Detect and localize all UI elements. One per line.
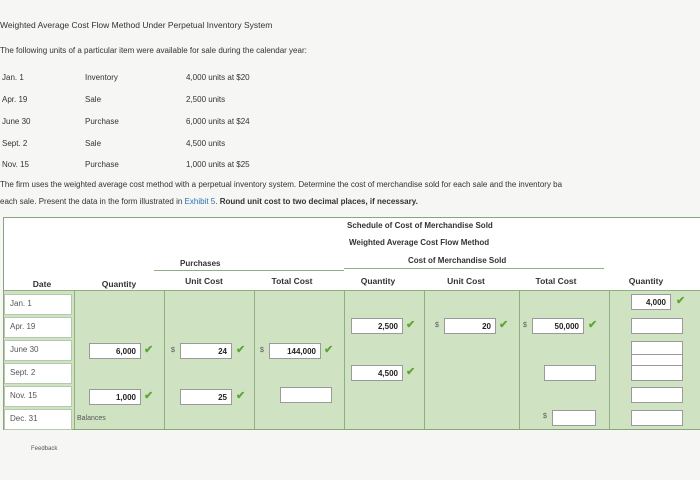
row-date-cell: Dec. 31 — [4, 409, 72, 430]
txn-desc: 1,000 units at $25 — [186, 160, 250, 169]
txn-desc: 4,500 units — [186, 139, 226, 148]
col-quantity: Quantity — [101, 279, 137, 289]
col-inv-quantity: Quantity — [628, 276, 664, 286]
intro-text: The following units of a particular item were available for sale during the calendar year: — [0, 46, 307, 55]
check-icon: ✔ — [406, 366, 416, 378]
txn-date: Sept. 2 — [2, 139, 28, 148]
purchase-unit-cost-input[interactable]: 24 — [180, 343, 232, 359]
purchase-total-cost-input[interactable] — [280, 387, 332, 403]
txn-type: Sale — [85, 139, 102, 148]
purchase-quantity-input[interactable]: 6,000 — [89, 343, 141, 359]
inv-quantity-input[interactable] — [631, 365, 683, 381]
txn-type: Sale — [85, 95, 102, 104]
col-cogs-unit-cost: Unit Cost — [447, 276, 485, 286]
inv-quantity-input[interactable] — [631, 410, 683, 426]
currency-sign: $ — [435, 322, 439, 329]
txn-type: Purchase — [85, 117, 119, 126]
inv-quantity-input[interactable] — [631, 387, 683, 403]
txn-date: Nov. 15 — [2, 160, 29, 169]
instructions-text: . — [215, 197, 220, 206]
col-unit-cost: Unit Cost — [185, 276, 223, 286]
row-date-cell: Sept. 2 — [4, 363, 72, 384]
col-cogs-total-cost: Total Cost — [535, 276, 577, 286]
schedule-subtitle: Weighted Average Cost Flow Method — [349, 238, 490, 247]
row-date-cell: June 30 — [4, 340, 72, 361]
col-date: Date — [32, 279, 52, 289]
col-cogs-quantity: Quantity — [360, 276, 396, 286]
check-icon: ✔ — [588, 319, 598, 331]
exhibit-link[interactable]: Exhibit 5 — [184, 197, 216, 206]
rounding-instruction: Round unit cost to two decimal places, if necessary. — [219, 197, 418, 206]
instructions-text: each sale. Present the data in the form illustrated in — [0, 197, 185, 206]
cogs-total-cost-input[interactable] — [552, 410, 596, 426]
schedule-title: Schedule of Cost of Merchandise Sold — [347, 221, 493, 230]
txn-date: Jan. 1 — [2, 73, 24, 82]
check-icon: ✔ — [144, 344, 154, 356]
cogs-quantity-input[interactable]: 2,500 — [351, 318, 403, 334]
cogs-total-cost-input[interactable]: 50,000 — [532, 318, 584, 334]
txn-desc: 6,000 units at $24 — [186, 117, 250, 126]
balances-label: Balances — [77, 415, 106, 422]
currency-sign: $ — [543, 413, 547, 420]
cogs-group-label: Cost of Merchandise Sold — [408, 256, 507, 265]
currency-sign: $ — [523, 322, 527, 329]
row-date-cell: Jan. 1 — [4, 294, 72, 315]
txn-type: Inventory — [85, 73, 118, 82]
cogs-unit-cost-input[interactable]: 20 — [444, 318, 496, 334]
currency-sign: $ — [260, 347, 264, 354]
inv-quantity-input[interactable]: 4,000 — [631, 294, 671, 310]
check-icon: ✔ — [499, 319, 509, 331]
page-title: Weighted Average Cost Flow Method Under Perpetual Inventory System — [0, 20, 273, 30]
check-icon: ✔ — [406, 319, 416, 331]
txn-date: June 30 — [2, 117, 31, 126]
currency-sign: $ — [171, 347, 175, 354]
purchases-group-label: Purchases — [180, 259, 221, 268]
row-date-cell: Nov. 15 — [4, 386, 72, 407]
txn-type: Purchase — [85, 160, 119, 169]
check-icon: ✔ — [236, 390, 246, 402]
instructions-line2 — [0, 197, 418, 206]
check-icon: ✔ — [676, 295, 686, 307]
purchase-quantity-input[interactable]: 1,000 — [89, 389, 141, 405]
feedback-link[interactable]: Feedback — [31, 446, 58, 452]
instructions-line1: The firm uses the weighted average cost method with a perpetual inventory system. Determine the cost of merchandise sold for each sale and the inventory ba — [0, 180, 563, 189]
col-total-cost: Total Cost — [271, 276, 313, 286]
cogs-total-cost-input[interactable] — [544, 365, 596, 381]
txn-date: Apr. 19 — [2, 95, 28, 104]
txn-desc: 2,500 units — [186, 95, 226, 104]
purchase-total-cost-input[interactable]: 144,000 — [269, 343, 321, 359]
check-icon: ✔ — [144, 390, 154, 402]
inv-quantity-input[interactable] — [631, 318, 683, 334]
check-icon: ✔ — [324, 344, 334, 356]
purchase-unit-cost-input[interactable]: 25 — [180, 389, 232, 405]
check-icon: ✔ — [236, 344, 246, 356]
schedule-table — [3, 217, 700, 430]
txn-desc: 4,000 units at $20 — [186, 73, 250, 82]
cogs-quantity-input[interactable]: 4,500 — [351, 365, 403, 381]
row-date-cell: Apr. 19 — [4, 317, 72, 338]
